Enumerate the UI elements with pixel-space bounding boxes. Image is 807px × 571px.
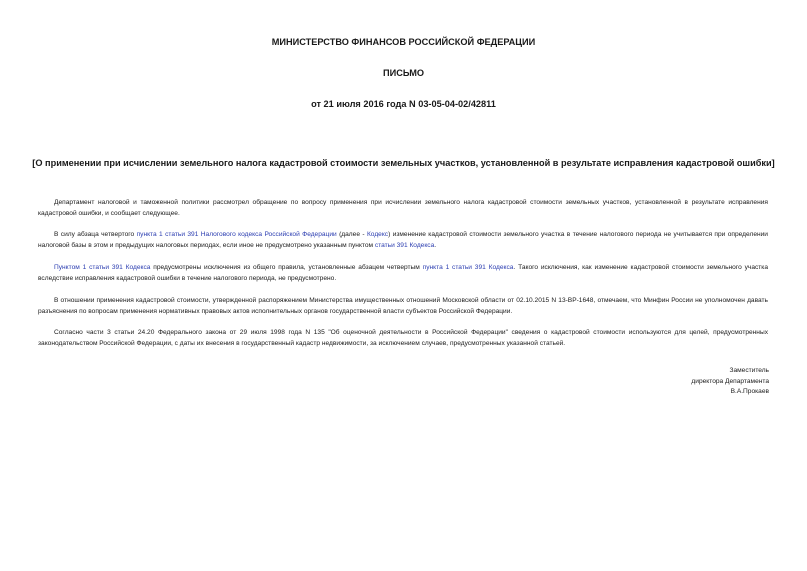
- paragraph-text: .: [434, 241, 437, 249]
- signature-name: В.А.Прокаев: [730, 388, 769, 395]
- signature-block: [691, 366, 769, 398]
- paragraph-1: Департамент налоговой и таможенной политики рассмотрел обращение по вопросу применения при исчислении земельного налога кадастровой стоимости земельных участков, установленной в результате исправления кадастровой ошибки, и сообщает следующее.: [38, 199, 768, 217]
- link-point-1-article-391-second[interactable]: пункта 1 статьи 391 Кодекса: [422, 264, 514, 271]
- paragraph-text: . Такого исключения, как изменение кадастровой стоимости земельного участка вследствие исправления кадастровой ошибки в течение налогового периода, не предусмотрено.: [38, 264, 768, 282]
- document-date-number: от 21 июля 2016 года N 03-05-04-02/42811: [311, 99, 496, 109]
- link-article-391[interactable]: статьи 391 Кодекса: [374, 241, 435, 249]
- link-tax-code-article-391[interactable]: пункта 1 статьи 391 Налогового кодекса Российской Федерации: [136, 231, 337, 238]
- link-code[interactable]: Кодекс: [366, 231, 389, 238]
- paragraph-text: В силу абзаца четвертого: [54, 231, 137, 238]
- link-point-1-article-391[interactable]: Пунктом 1 статьи 391 Кодекса: [54, 264, 151, 271]
- document-title: [О применении при исчислении земельного налога кадастровой стоимости земельных участков, установленной в результате исправления кадастровой ошибки]: [32, 158, 775, 168]
- paragraph-4: В отношении применения кадастровой стоимости, утвержденной распоряжением Министерства имущественных отношений Московской области от 02.10.2015 N 13-ВР-1648, отмечаем, что Минфин России не уполномочен давать разъяснения по вопросам применения нормативных правовых актов исполнительных органов государственной власти субъектов Российской Федерации.: [38, 297, 768, 315]
- paragraph-5: Согласно части 3 статьи 24.20 Федерального закона от 29 июля 1998 года N 135 "Об оценочной деятельности в Российской Федерации" сведения о кадастровой стоимости используются для целей, предусмотренных законодательством Российской Федерации, с даты их внесения в государственный кадастр недвижимости, за исключением случаев, предусмотренных указанной статьей.: [38, 329, 768, 347]
- paragraph-2: [38, 230, 768, 251]
- paragraph-3: [38, 263, 768, 284]
- document-type: ПИСЬМО: [382, 68, 425, 78]
- paragraph-text: (далее -: [336, 231, 367, 238]
- paragraph-text: ) изменение кадастровой стоимости земельного участка в течение налогового периода не учитывается при определении налоговой базы в этом и предыдущих налоговых периодах, если иное не предусмотрено указанным пунктом: [38, 231, 768, 249]
- signature-department: директора Департамента: [691, 377, 769, 385]
- paragraph-text: предусмотрены исключения из общего правила, установленные абзацем четвертым: [150, 264, 423, 271]
- signature-position: Заместитель: [729, 367, 769, 374]
- document-body: [38, 198, 768, 360]
- ministry-heading: МИНИСТЕРСТВО ФИНАНСОВ РОССИЙСКОЙ ФЕДЕРАЦИИ: [271, 37, 536, 47]
